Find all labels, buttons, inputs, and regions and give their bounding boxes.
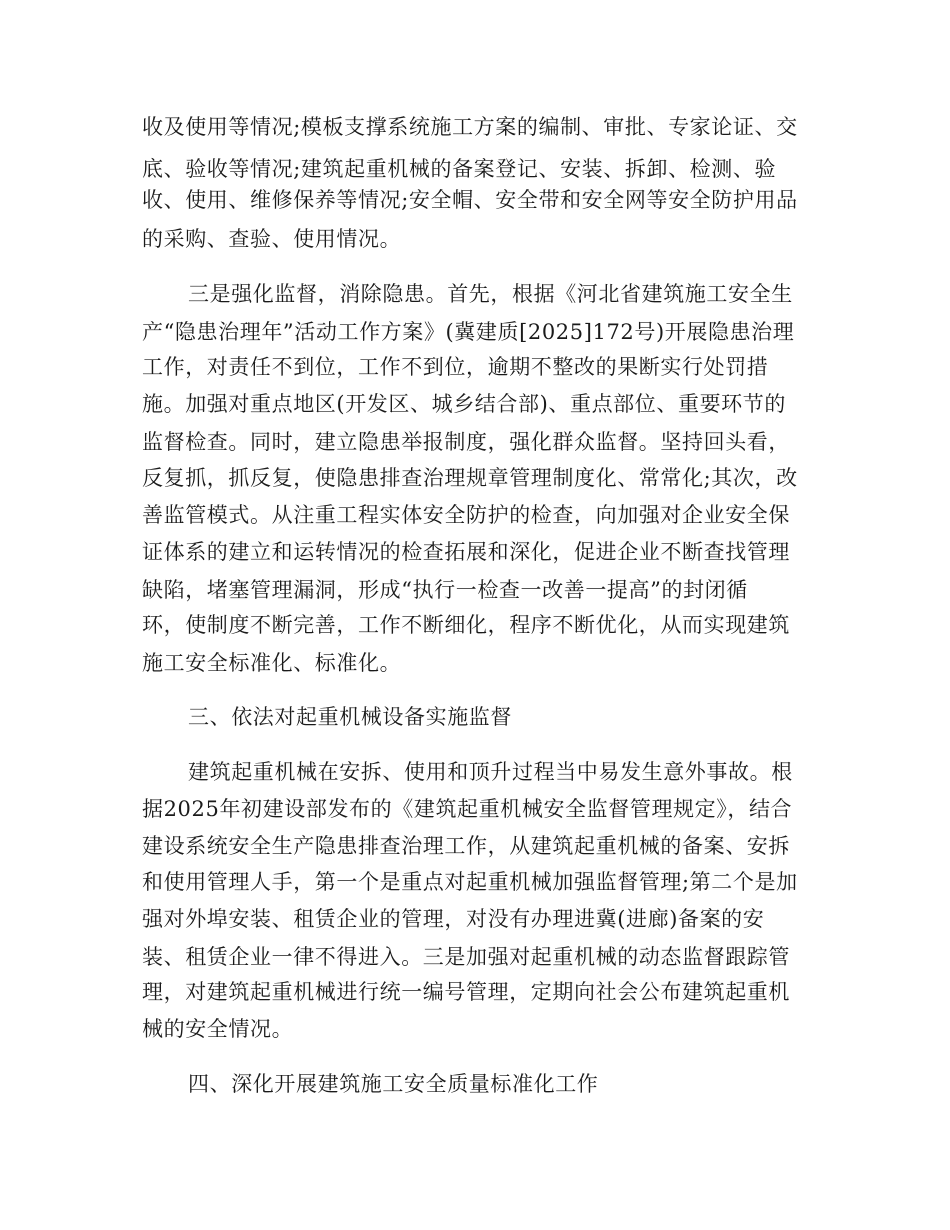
text-line: 环，使制度不断完善，工作不断细化，程序不断优化，从而实现建筑 — [142, 613, 790, 637]
text-line: 理，对建筑起重机械进行统一编号管理，定期向社会公布建筑起重机 — [142, 980, 790, 1004]
text-line: 工作，对责任不到位，工作不到位，逾期不整改的果断实行处罚措 — [142, 355, 769, 379]
text-line: 三是强化监督，消除隐患。首先，根据《河北省建筑施工安全生 — [188, 282, 793, 306]
text-line: 和使用管理人手，第一个是重点对起重机械加强监督管理;第二个是加 — [142, 870, 798, 894]
text-line: 善监管模式。从注重工程实体安全防护的检查，向加强对企业安全保 — [142, 503, 790, 527]
text-line: 收及使用等情况;模板支撑系统施工方案的编制、审批、专家论证、交 — [142, 115, 798, 139]
text-line: 底、验收等情况;建筑起重机械的备案登记、安装、拆卸、检测、验 — [142, 157, 777, 181]
text-line: 产“隐患治理年”活动工作方案》(冀建质[2025]172号)开展隐患治理 — [142, 320, 795, 344]
text-line: 械的安全情况。 — [142, 1017, 294, 1041]
text-line: 强对外埠安装、租赁企业的管理，对没有办理进冀(进廊)备案的安 — [142, 907, 765, 931]
text-line: 施。加强对重点地区(开发区、城乡结合部)、重点部位、重要环节的 — [142, 392, 786, 416]
text-line: 施工安全标准化、标准化。 — [142, 651, 402, 675]
text-line: 反复抓，抓反复，使隐患排查治理规章管理制度化、常常化;其次，改 — [142, 466, 798, 490]
text-line: 证体系的建立和运转情况的检查拓展和深化，促进企业不断查找管理 — [142, 540, 790, 564]
section-heading-4: 四、深化开展建筑施工安全质量标准化工作 — [188, 1072, 599, 1096]
text-line: 建筑起重机械在安拆、使用和顶升过程当中易发生意外事故。根 — [188, 760, 793, 784]
text-line: 缺陷，堵塞管理漏洞，形成“执行一检查一改善一提高”的封闭循 — [142, 578, 748, 602]
text-line: 收、使用、维修保养等情况;安全帽、安全带和安全网等安全防护用品 — [142, 188, 798, 212]
section-heading-3: 三、依法对起重机械设备实施监督 — [188, 705, 512, 729]
text-line: 建设系统安全生产隐患排查治理工作，从建筑起重机械的备案、安拆 — [142, 834, 790, 858]
text-line: 监督检查。同时，建立隐患举报制度，强化群众监督。坚持回头看， — [142, 430, 790, 454]
text-line: 的采购、查验、使用情况。 — [142, 227, 402, 251]
text-line: 装、租赁企业一律不得进入。三是加强对起重机械的动态监督跟踪管 — [142, 945, 790, 969]
text-line: 据2025年初建设部发布的《建筑起重机械安全监督管理规定》，结合 — [142, 797, 793, 821]
